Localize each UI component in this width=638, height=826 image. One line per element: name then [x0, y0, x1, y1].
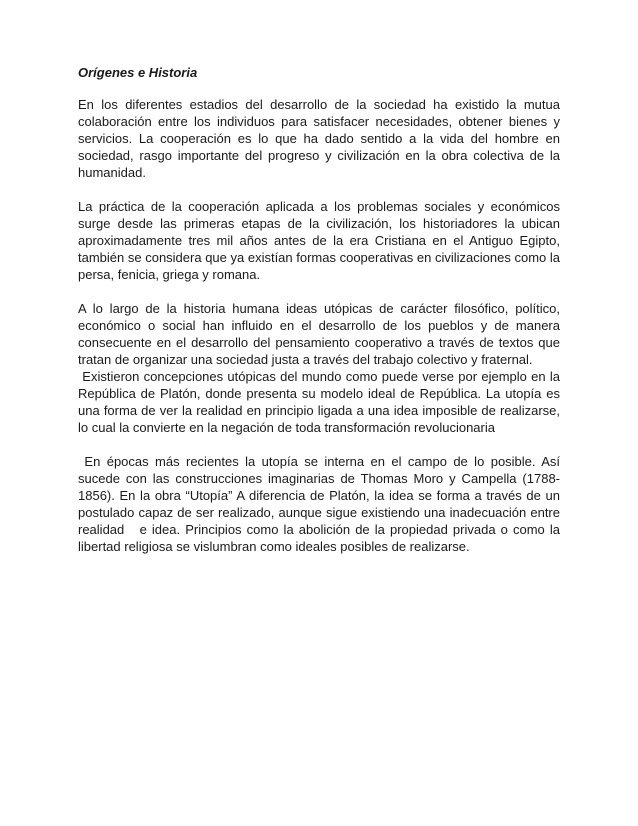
paragraph-5: En épocas más recientes la utopía se interna en el campo de lo posible. Así sucede con las construcciones imaginarias de Thomas Moro y Campella (1788-1856). En la obra “Utopía” A diferencia de Platón, la idea se forma a través de un postulado capaz de ser realizado, aunque sigue existiendo una inadecuación entre realidad e idea. Principios como la abolición de la propiedad privada o como la libertad religiosa se vislumbran como ideales posibles de realizarse. — [78, 454, 564, 554]
paragraph-2: La práctica de la cooperación aplicada a los problemas sociales y económicos surge desde las primeras etapas de la civilización, los historiadores la ubican aproximadamente tres mil años antes de la era Cristiana en el Antiguo Egipto, también se considera que ya existían formas cooperativas en civilizaciones como la persa, fenicia, griega y romana. — [78, 199, 560, 282]
document-title: Orígenes e Historia — [78, 65, 198, 80]
paragraph-4: Existieron concepciones utópicas del mundo como puede verse por ejemplo en la República de Platón, donde presenta su modelo ideal de República. La utopía es una forma de ver la realidad en principio ligada a una idea imposible de realizarse, lo cual la convierte en la negación de toda transformación revolucionaria — [78, 369, 564, 435]
document-page — [78, 64, 564, 555]
paragraph-3: A lo largo de la historia humana ideas utópicas de carácter filosófico, político, económico o social han influido en el desarrollo de los pueblos y de manera consecuente en el desarrollo del pensamiento cooperativo a través de textos que tratan de organizar una sociedad justa a través del trabajo colectivo y fraternal. — [78, 301, 560, 367]
paragraph-1: En los diferentes estadios del desarrollo de la sociedad ha existido la mutua colaboración entre los individuos para satisfacer necesidades, obtener bienes y servicios. La cooperación es lo que ha dado sentido a la vida del hombre en sociedad, rasgo importante del progreso y civilización en la obra colectiva de la humanidad. — [78, 97, 560, 180]
